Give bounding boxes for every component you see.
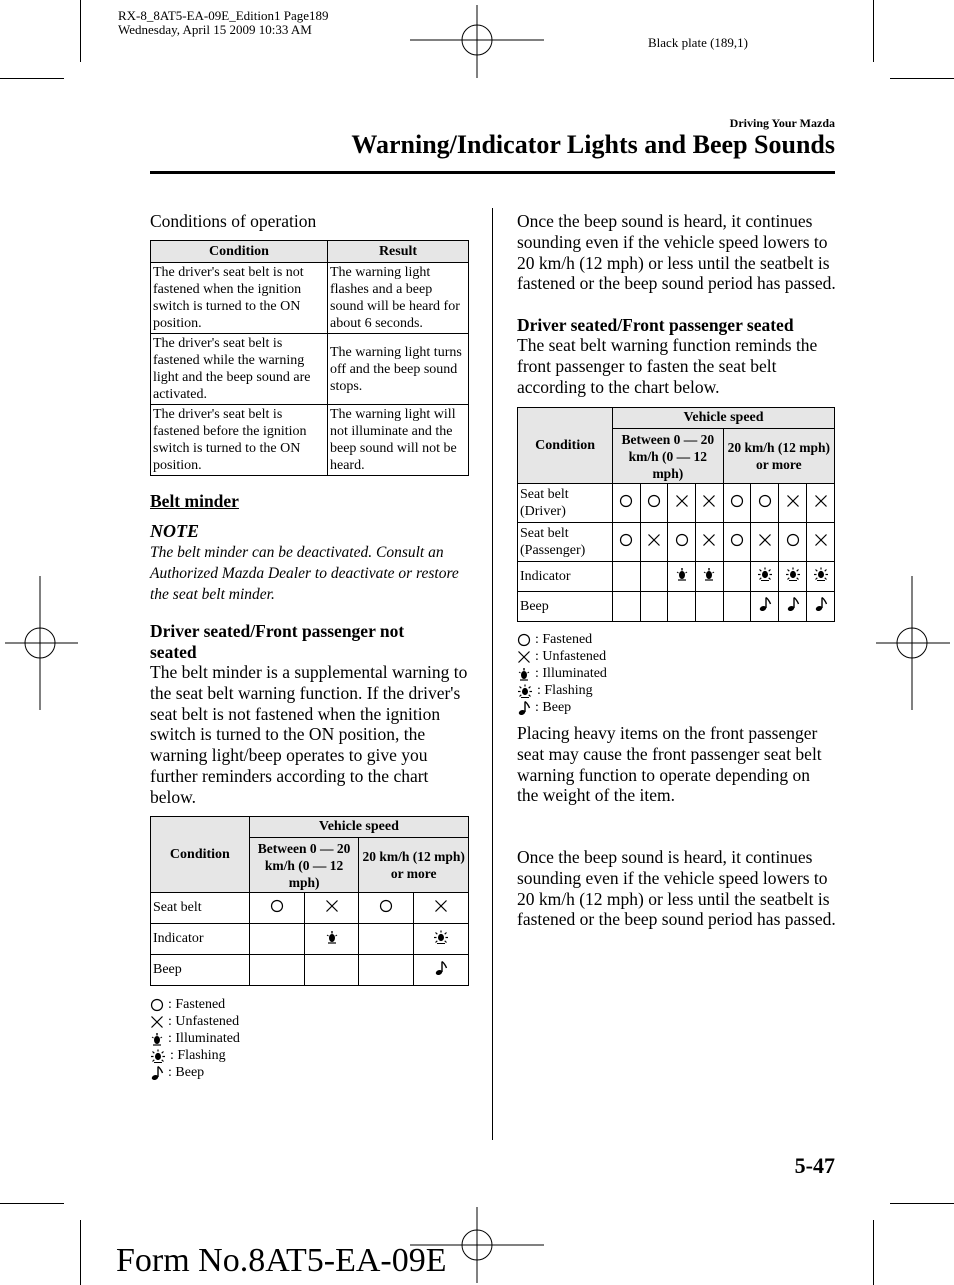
table-row (151, 263, 469, 334)
legend-fastened (517, 631, 592, 648)
fastened-icon (270, 899, 284, 913)
beep-continues-paragraph-2: Once the beep sound is heard, it continues sounding even if the vehicle speed lowers to 20 km/h (12 mph) or less until the seatbelt is fastened or the beep sound period has passed. (517, 847, 836, 930)
note-heading: NOTE (150, 521, 199, 541)
beep-icon (517, 700, 531, 716)
symbol-cell (414, 924, 469, 955)
symbol-cell (640, 523, 668, 562)
flashing-icon (517, 684, 533, 698)
illuminated-icon (702, 567, 716, 581)
row-label: Indicator (518, 562, 613, 592)
fastened-icon (619, 494, 633, 508)
column-divider (492, 208, 493, 1140)
legend-label: : Unfastened (535, 649, 607, 664)
fastened-icon (619, 533, 633, 547)
flashing-icon (757, 567, 773, 581)
unfastened-icon (814, 533, 828, 547)
conditions-label: Conditions of operation (150, 211, 317, 231)
registration-mark-right (874, 576, 954, 710)
crop-mark (0, 78, 64, 79)
symbol-cell (723, 592, 751, 622)
conditions-header-result: Result (328, 241, 469, 263)
fastened-icon (730, 494, 744, 508)
unfastened-icon (150, 1015, 164, 1029)
crop-mark (80, 1220, 81, 1285)
symbol-cell (807, 484, 835, 523)
symbol-cell (414, 893, 469, 924)
symbol-cell (695, 484, 723, 523)
date-line: Wednesday, April 15 2009 10:33 AM (118, 22, 312, 37)
symbol-cell (613, 523, 641, 562)
row-label: Seat belt (Driver) (518, 484, 613, 523)
symbol-cell (613, 484, 641, 523)
crop-mark (0, 1203, 64, 1204)
legend-unfastened (150, 1013, 239, 1030)
plate-label: Black plate (189,1) (648, 35, 748, 50)
chart-range-low: Between 0 — 20 km/h (0 — 12 mph) (613, 429, 724, 484)
unfastened-icon (702, 494, 716, 508)
table-row (151, 924, 469, 955)
legend-label: : Beep (535, 700, 572, 715)
table-row (151, 334, 469, 405)
fastened-icon (675, 533, 689, 547)
crop-mark (890, 78, 954, 79)
flashing-icon (433, 930, 449, 944)
legend-label: : Beep (168, 1065, 205, 1080)
symbol-cell (695, 523, 723, 562)
symbol-cell (751, 523, 779, 562)
symbol-cell (668, 484, 696, 523)
legend-illuminated (150, 1030, 240, 1047)
symbol-cell (640, 484, 668, 523)
illuminated-icon (325, 930, 339, 944)
left-speed-chart (150, 816, 469, 986)
legend-label: : Fastened (168, 997, 226, 1012)
symbol-cell (640, 562, 668, 592)
passenger-paragraph: The seat belt warning function reminds the front passenger to fasten the seat belt according to the chart below. (517, 335, 818, 397)
unfastened-icon (675, 494, 689, 508)
conditions-header-condition: Condition (151, 241, 328, 263)
table-cell: The warning light will not illuminate and the beep sound will not be heard. (328, 405, 469, 476)
legend-label: : Unfastened (168, 1014, 240, 1029)
illuminated-icon (150, 1032, 164, 1046)
legend-label: : Flashing (537, 683, 593, 698)
unfastened-icon (647, 533, 661, 547)
fastened-icon (379, 899, 393, 913)
symbol-cell (668, 562, 696, 592)
page-number: 5-47 (794, 1153, 835, 1178)
fastened-icon (647, 494, 661, 508)
crop-mark (80, 0, 81, 62)
legend-fastened (150, 996, 225, 1013)
table-cell: The warning light turns off and the beep sound stops. (328, 334, 469, 405)
crop-mark (873, 1220, 874, 1285)
right-speed-chart (517, 407, 835, 622)
symbol-cell (304, 893, 359, 924)
flashing-icon (813, 567, 829, 581)
table-row (151, 893, 469, 924)
unfastened-icon (325, 899, 339, 913)
symbol-cell (695, 592, 723, 622)
row-label: Beep (518, 592, 613, 622)
symbol-cell (359, 955, 414, 986)
chart-range-high: 20 km/h (12 mph) or more (723, 429, 834, 484)
fastened-icon (786, 533, 800, 547)
legend-flashing (517, 682, 593, 699)
belt-minder-heading: Belt minder (150, 491, 239, 511)
beep-icon (434, 960, 448, 976)
symbol-cell (779, 523, 807, 562)
table-row (518, 484, 835, 523)
symbol-cell (723, 484, 751, 523)
unfastened-icon (758, 533, 772, 547)
table-cell: The warning light flashes and a beep sound will be heard for about 6 seconds. (328, 263, 469, 334)
fastened-icon (517, 633, 531, 647)
chart-condition-header: Condition (518, 408, 613, 484)
symbol-cell (414, 955, 469, 986)
legend-illuminated (517, 665, 607, 682)
symbol-cell (668, 523, 696, 562)
title-rule (150, 171, 835, 174)
symbol-cell (668, 592, 696, 622)
legend-beep (150, 1064, 204, 1081)
legend-label: : Flashing (170, 1048, 226, 1063)
beep-icon (786, 596, 800, 612)
file-info-line: RX-8_8AT5-EA-09E_Edition1 Page189 (118, 8, 329, 23)
flashing-icon (150, 1049, 166, 1063)
illuminated-icon (517, 667, 531, 681)
registration-mark-top (410, 0, 544, 80)
beep-icon (758, 596, 772, 612)
row-label: Indicator (151, 924, 250, 955)
symbol-cell (613, 592, 641, 622)
unfastened-icon (702, 533, 716, 547)
table-row (151, 955, 469, 986)
table-cell: The driver's seat belt is not fastened when the ignition switch is turned to the ON position. (151, 263, 328, 334)
legend-flashing (150, 1047, 226, 1064)
chart-range-high: 20 km/h (12 mph) or more (359, 838, 469, 893)
symbol-cell (723, 523, 751, 562)
symbol-cell (695, 562, 723, 592)
symbol-cell (779, 562, 807, 592)
symbol-cell (751, 592, 779, 622)
conditions-table (150, 240, 469, 476)
chart-speed-header: Vehicle speed (249, 817, 468, 838)
flashing-icon (785, 567, 801, 581)
fastened-icon (758, 494, 772, 508)
page-title: Warning/Indicator Lights and Beep Sounds (351, 130, 835, 159)
symbol-cell (723, 562, 751, 592)
symbol-cell (249, 924, 304, 955)
symbol-cell (304, 924, 359, 955)
symbol-cell (249, 955, 304, 986)
fastened-icon (730, 533, 744, 547)
symbol-cell (613, 562, 641, 592)
belt-minder-paragraph: The belt minder is a supplemental warning to the seat belt warning function. If the driver's seat belt is not fastened when the ignition switch is turned to the ON position, the warning light/beep operates to give you further reminders according to the chart below. (150, 662, 468, 807)
symbol-cell (807, 523, 835, 562)
legend-label: : Illuminated (535, 666, 607, 681)
registration-mark-left (0, 576, 80, 710)
crop-mark (890, 1203, 954, 1204)
heavy-items-paragraph: Placing heavy items on the front passenger seat may cause the front passenger seat belt warning function to operate depending on the weight of the item. (517, 723, 822, 806)
symbol-cell (751, 562, 779, 592)
legend-unfastened (517, 648, 606, 665)
table-row (518, 523, 835, 562)
row-label: Beep (151, 955, 250, 986)
symbol-cell (807, 592, 835, 622)
symbol-cell (359, 893, 414, 924)
form-number: Form No.8AT5-EA-09E (116, 1242, 447, 1279)
row-label: Seat belt (Passenger) (518, 523, 613, 562)
beep-continues-paragraph: Once the beep sound is heard, it continues sounding even if the vehicle speed lowers to 20 km/h (12 mph) or less until the seatbelt is fastened or the beep sound period has passed. (517, 211, 836, 294)
symbol-cell (304, 955, 359, 986)
table-row (518, 562, 835, 592)
legend-beep (517, 699, 571, 716)
chart-range-low: Between 0 — 20 km/h (0 — 12 mph) (249, 838, 359, 893)
section-kicker: Driving Your Mazda (729, 116, 835, 130)
crop-mark (873, 0, 874, 62)
chart-speed-header: Vehicle speed (613, 408, 835, 429)
symbol-cell (807, 562, 835, 592)
symbol-cell (359, 924, 414, 955)
note-text: The belt minder can be deactivated. Consult an Authorized Mazda Dealer to deactivate or restore the seat belt minder. (150, 544, 459, 603)
symbol-cell (779, 592, 807, 622)
illuminated-icon (675, 567, 689, 581)
table-cell: The driver's seat belt is fastened before the ignition switch is turned to the ON position. (151, 405, 328, 476)
symbol-cell (751, 484, 779, 523)
chart-condition-header: Condition (151, 817, 250, 893)
symbol-cell (640, 592, 668, 622)
unfastened-icon (434, 899, 448, 913)
unfastened-icon (786, 494, 800, 508)
fastened-icon (150, 998, 164, 1012)
beep-icon (814, 596, 828, 612)
table-cell: The driver's seat belt is fastened while the warning light and the beep sound are activated. (151, 334, 328, 405)
row-label: Seat belt (151, 893, 250, 924)
legend-label: : Fastened (535, 632, 593, 647)
sub-heading-not-seated: Driver seated/Front passenger not seated (150, 621, 405, 662)
unfastened-icon (517, 650, 531, 664)
table-row (151, 405, 469, 476)
legend-label: : Illuminated (168, 1031, 240, 1046)
symbol-cell (249, 893, 304, 924)
unfastened-icon (814, 494, 828, 508)
symbol-cell (779, 484, 807, 523)
sub-heading-seated: Driver seated/Front passenger seated (517, 315, 794, 335)
beep-icon (150, 1065, 164, 1081)
table-row (518, 592, 835, 622)
